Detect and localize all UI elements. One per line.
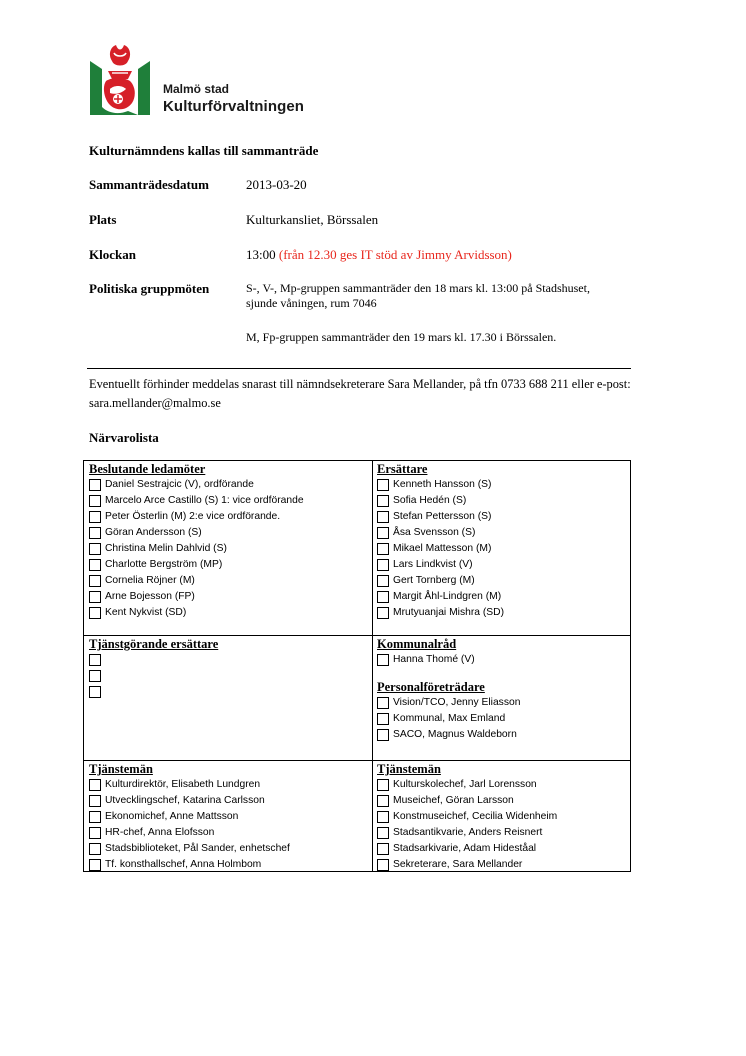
checkbox[interactable] xyxy=(377,559,389,571)
list-item: Charlotte Bergström (MP) xyxy=(89,557,304,573)
checkbox[interactable] xyxy=(89,527,101,539)
checkbox[interactable] xyxy=(89,479,101,491)
list-item: Stadsarkivarie, Adam Hideståal xyxy=(377,841,557,857)
checkbox[interactable] xyxy=(377,811,389,823)
checkbox[interactable] xyxy=(89,670,101,682)
checkbox[interactable] xyxy=(377,795,389,807)
time-label: Klockan xyxy=(89,247,136,262)
checkbox[interactable] xyxy=(377,843,389,855)
municipal-section xyxy=(377,637,520,743)
divider xyxy=(87,368,631,369)
list-item xyxy=(89,668,218,684)
date-value: 2013-03-20 xyxy=(246,177,307,192)
officials-right-title: Tjänstemän xyxy=(377,762,441,776)
checkbox[interactable] xyxy=(377,511,389,523)
checkbox[interactable] xyxy=(377,575,389,587)
staff-reps-title: Personalföreträdare xyxy=(377,680,485,694)
list-item: Kenneth Hansson (S) xyxy=(377,477,504,493)
checkbox[interactable] xyxy=(377,591,389,603)
officials-right-section xyxy=(377,762,557,873)
serving-substitutes-title: Tjänstgörande ersättare xyxy=(89,637,219,651)
checkbox[interactable] xyxy=(89,559,101,571)
list-item: Kulturskolechef, Jarl Lorensson xyxy=(377,777,557,793)
checkbox[interactable] xyxy=(89,859,101,871)
list-item: Christina Melin Dahlvid (S) xyxy=(89,541,304,557)
org-name-department: Kulturförvaltningen xyxy=(163,98,305,115)
checkbox[interactable] xyxy=(377,495,389,507)
absence-notice: Eventuellt förhinder meddelas snarast till nämndsekreterare Sara Mellander, på tfn 0733 688 211 eller e-post: sara.mellander@malmo.se xyxy=(89,377,631,410)
list-item: Cornelia Röjner (M) xyxy=(89,573,304,589)
page-title: Kulturnämndens kallas till sammanträde xyxy=(89,143,319,158)
list-item: Vision/TCO, Jenny Eliasson xyxy=(377,695,520,711)
checkbox[interactable] xyxy=(377,697,389,709)
checkbox[interactable] xyxy=(89,686,101,698)
serving-substitutes-section xyxy=(89,637,218,700)
checkbox[interactable] xyxy=(377,527,389,539)
checkbox[interactable] xyxy=(377,654,389,666)
list-item: Mikael Mattesson (M) xyxy=(377,541,504,557)
time-note: (från 12.30 ges IT stöd av Jimmy Arvidsson) xyxy=(278,247,512,262)
checkbox[interactable] xyxy=(89,543,101,555)
members-section xyxy=(89,462,304,621)
grid-divider-1 xyxy=(84,635,630,636)
grid-divider-2 xyxy=(84,760,630,761)
list-item: Kent Nykvist (SD) xyxy=(89,605,304,621)
list-item: Kommunal, Max Emland xyxy=(377,711,520,727)
checkbox[interactable] xyxy=(89,795,101,807)
list-item: Gert Tornberg (M) xyxy=(377,573,504,589)
list-item: Tf. konsthallschef, Anna Holmbom xyxy=(89,857,290,873)
time-value: 13:00 xyxy=(246,247,276,262)
place-label: Plats xyxy=(89,212,117,227)
checkbox[interactable] xyxy=(377,543,389,555)
list-item: Sofia Hedén (S) xyxy=(377,493,504,509)
list-item: Stadsantikvarie, Anders Reisnert xyxy=(377,825,557,841)
checkbox[interactable] xyxy=(377,859,389,871)
groups-text-1: S-, V-, Mp-gruppen sammanträder den 18 mars kl. 13:00 på Stadshuset, sjunde våningen, rum 7046 xyxy=(246,281,590,310)
list-item: Åsa Svensson (S) xyxy=(377,525,504,541)
list-item: Margit Åhl-Lindgren (M) xyxy=(377,589,504,605)
checkbox[interactable] xyxy=(89,575,101,587)
officials-left-section xyxy=(89,762,290,873)
members-title: Beslutande ledamöter xyxy=(89,462,206,476)
checkbox[interactable] xyxy=(377,779,389,791)
attendance-heading: Närvarolista xyxy=(89,430,159,445)
checkbox[interactable] xyxy=(377,479,389,491)
list-item: Mrutyuanjai Mishra (SD) xyxy=(377,605,504,621)
checkbox[interactable] xyxy=(89,811,101,823)
checkbox[interactable] xyxy=(377,729,389,741)
list-item: Peter Österlin (M) 2:e vice ordförande. xyxy=(89,509,304,525)
checkbox[interactable] xyxy=(89,843,101,855)
date-label: Sammanträdesdatum xyxy=(89,177,209,192)
groups-label: Politiska gruppmöten xyxy=(89,281,210,296)
list-item: Utvecklingschef, Katarina Carlsson xyxy=(89,793,290,809)
list-item: Lars Lindkvist (V) xyxy=(377,557,504,573)
list-item: HR-chef, Anna Elofsson xyxy=(89,825,290,841)
list-item: SACO, Magnus Waldeborn xyxy=(377,727,520,743)
substitutes-title: Ersättare xyxy=(377,462,428,476)
checkbox[interactable] xyxy=(89,495,101,507)
substitutes-section xyxy=(377,462,504,621)
grid-vertical-divider xyxy=(372,461,373,871)
list-item: Arne Bojesson (FP) xyxy=(89,589,304,605)
list-item: Marcelo Arce Castillo (S) 1: vice ordförande xyxy=(89,493,304,509)
list-item: Stefan Pettersson (S) xyxy=(377,509,504,525)
checkbox[interactable] xyxy=(89,607,101,619)
checkbox[interactable] xyxy=(377,607,389,619)
list-item: Ekonomichef, Anne Mattsson xyxy=(89,809,290,825)
attendance-table xyxy=(83,460,631,872)
list-item xyxy=(89,684,218,700)
org-name-city: Malmö stad xyxy=(163,82,230,96)
list-item: Hanna Thomé (V) xyxy=(377,652,520,668)
list-item xyxy=(89,652,218,668)
list-item: Kulturdirektör, Elisabeth Lundgren xyxy=(89,777,290,793)
checkbox[interactable] xyxy=(89,779,101,791)
list-item: Sekreterare, Sara Mellander xyxy=(377,857,557,873)
checkbox[interactable] xyxy=(89,827,101,839)
time-row xyxy=(246,247,512,263)
list-item: Daniel Sestrajcic (V), ordförande xyxy=(89,477,304,493)
list-item: Göran Andersson (S) xyxy=(89,525,304,541)
list-item: Museichef, Göran Larsson xyxy=(377,793,557,809)
place-value: Kulturkansliet, Börssalen xyxy=(246,212,379,227)
checkbox[interactable] xyxy=(89,654,101,666)
officials-left-title: Tjänstemän xyxy=(89,762,153,776)
checkbox[interactable] xyxy=(377,713,389,725)
malmo-griffin-logo xyxy=(88,41,152,117)
municipal-title: Kommunalråd xyxy=(377,637,457,651)
checkbox[interactable] xyxy=(89,591,101,603)
groups-text-2: M, Fp-gruppen sammanträder den 19 mars kl. 17.30 i Börssalen. xyxy=(246,330,557,344)
checkbox[interactable] xyxy=(89,511,101,523)
checkbox[interactable] xyxy=(377,827,389,839)
list-item: Stadsbiblioteket, Pål Sander, enhetschef xyxy=(89,841,290,857)
list-item: Konstmuseichef, Cecilia Widenheim xyxy=(377,809,557,825)
